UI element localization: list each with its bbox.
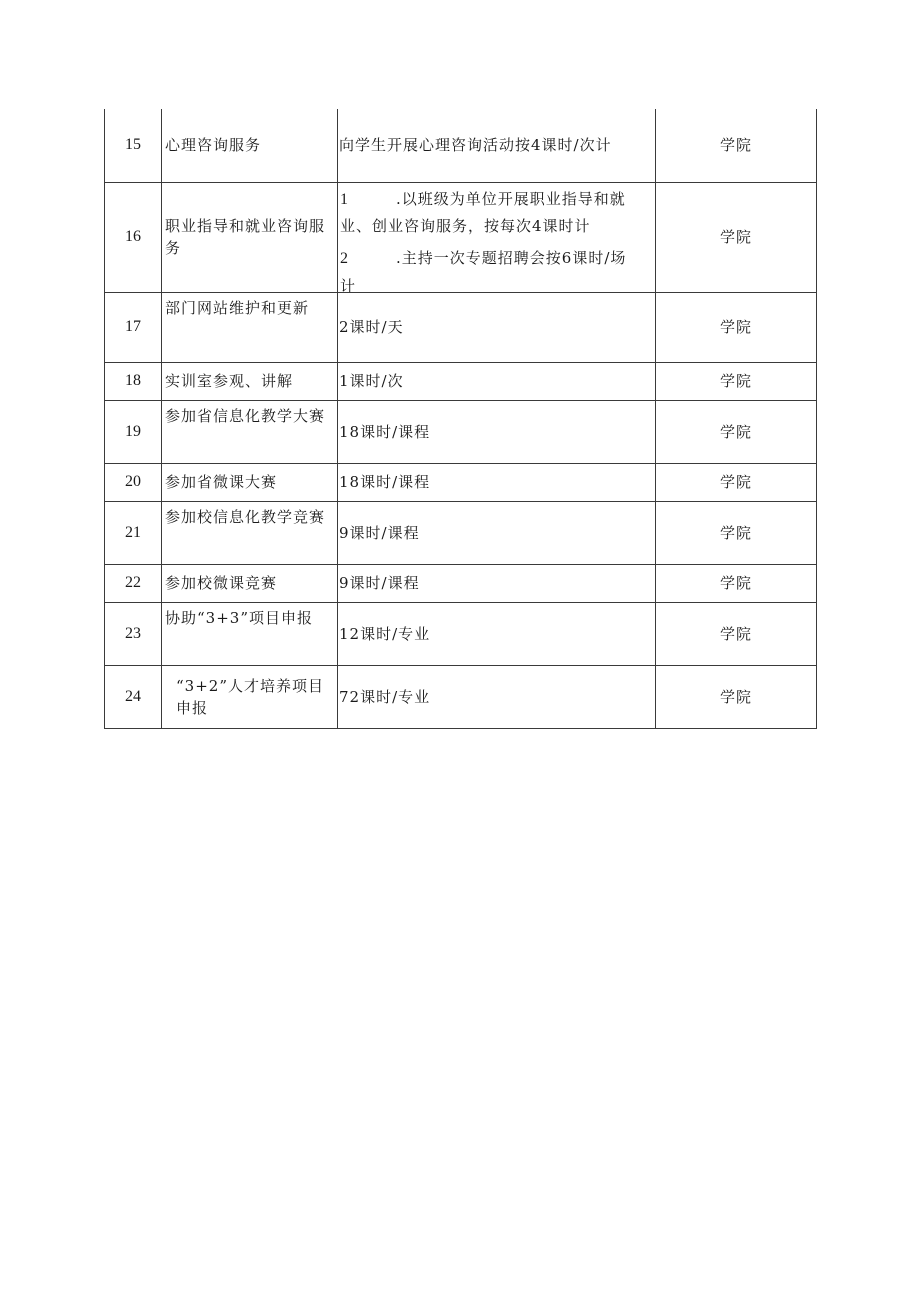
item-name: 协助“3+3”项目申报 <box>162 602 338 665</box>
row-number: 18 <box>105 362 162 400</box>
item-name: 参加校微课竞赛 <box>162 564 338 602</box>
hours-standard: 9课时/课程 <box>338 501 656 564</box>
responsible-unit: 学院 <box>656 501 817 564</box>
hours-standard <box>338 182 656 292</box>
hours-standard: 18课时/课程 <box>338 400 656 463</box>
item-name: 心理咨询服务 <box>162 109 338 182</box>
responsible-unit: 学院 <box>656 564 817 602</box>
responsible-unit: 学院 <box>656 109 817 182</box>
hours-standard: 1课时/次 <box>338 362 656 400</box>
table-row <box>105 602 817 665</box>
standard-line: 计 <box>340 276 357 292</box>
table-row <box>105 501 817 564</box>
hours-standard: 向学生开展心理咨询活动按4课时/次计 <box>338 109 656 182</box>
table-row <box>105 463 817 501</box>
responsible-unit: 学院 <box>656 400 817 463</box>
standard-line: 业、创业咨询服务，按每次4课时计 <box>340 216 591 235</box>
enum-number: 1 <box>340 190 349 208</box>
responsible-unit: 学院 <box>656 602 817 665</box>
hours-standard: 12课时/专业 <box>338 602 656 665</box>
standard-line <box>340 188 653 211</box>
row-number: 15 <box>105 109 162 182</box>
responsible-unit: 学院 <box>656 665 817 728</box>
standard-line-text: .以班级为单位开展职业指导和就 <box>396 189 626 208</box>
hours-standard: 2课时/天 <box>338 292 656 362</box>
table-row <box>105 109 817 182</box>
hours-standard: 18课时/课程 <box>338 463 656 501</box>
hours-standard: 72课时/专业 <box>338 665 656 728</box>
item-name: 部门网站维护和更新 <box>162 292 338 362</box>
table-row <box>105 400 817 463</box>
table-row <box>105 665 817 728</box>
item-name: 实训室参观、讲解 <box>162 362 338 400</box>
responsible-unit: 学院 <box>656 463 817 501</box>
item-name: “3+2”人才培养项目申报 <box>162 665 338 728</box>
item-name: 职业指导和就业咨询服务 <box>162 182 338 292</box>
workload-table <box>104 109 817 729</box>
item-name: 参加校信息化教学竞赛 <box>162 501 338 564</box>
table-row <box>105 182 817 292</box>
responsible-unit: 学院 <box>656 182 817 292</box>
responsible-unit: 学院 <box>656 362 817 400</box>
hours-standard: 9课时/课程 <box>338 564 656 602</box>
row-number: 23 <box>105 602 162 665</box>
item-name: 参加省信息化教学大赛 <box>162 400 338 463</box>
row-number: 16 <box>105 182 162 292</box>
row-number: 20 <box>105 463 162 501</box>
standard-line-text: .主持一次专题招聘会按6课时/场 <box>396 248 627 267</box>
responsible-unit: 学院 <box>656 292 817 362</box>
table-row <box>105 362 817 400</box>
table-row <box>105 292 817 362</box>
row-number: 24 <box>105 665 162 728</box>
row-number: 22 <box>105 564 162 602</box>
row-number: 17 <box>105 292 162 362</box>
enum-number: 2 <box>340 249 349 267</box>
row-number: 19 <box>105 400 162 463</box>
table-row <box>105 564 817 602</box>
standard-line <box>340 247 653 270</box>
item-name: 参加省微课大赛 <box>162 463 338 501</box>
row-number: 21 <box>105 501 162 564</box>
